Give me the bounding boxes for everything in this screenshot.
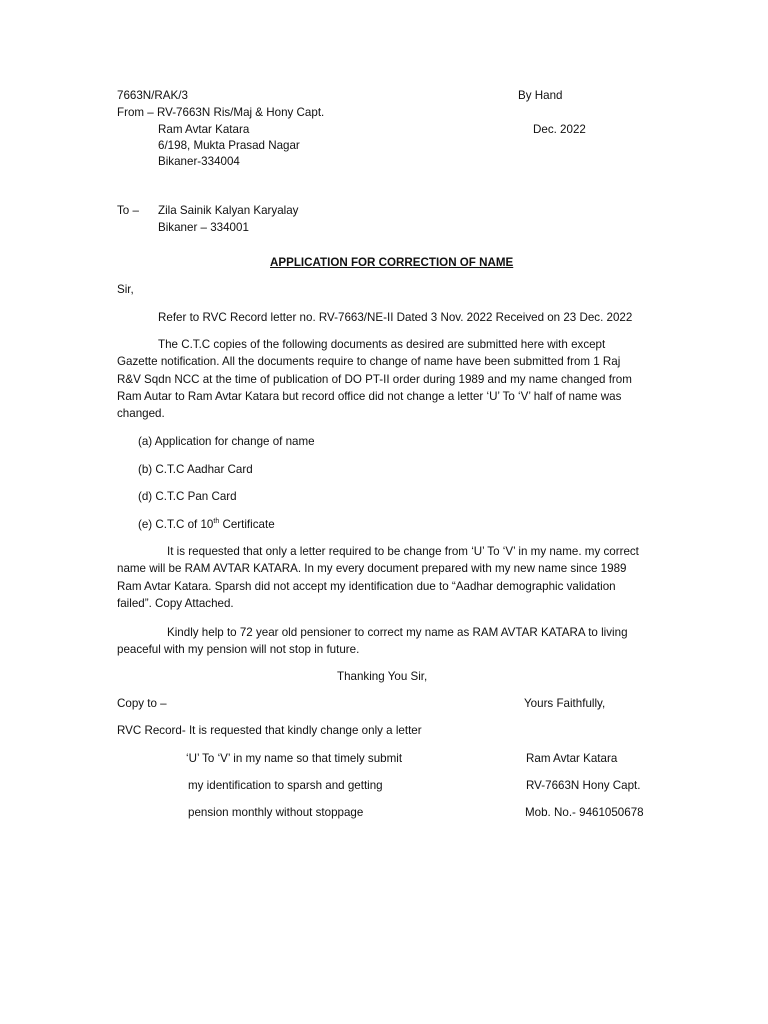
yours-faithfully: Yours Faithfully, <box>524 697 606 710</box>
documents-paragraph: The C.T.C copies of the following documents as desired are submitted here with except Gazette notification. All the documents require to change of name have been submitted from 1 Raj R&V Sqdn NCC at the time of publication of DO PT-II order during 1989 and my name changed from Ram Autar to Ram Avtar Katara but record office did not change a letter ‘U’ To ‘V’ half of name was changed. <box>117 338 632 421</box>
reference-paragraph: Refer to RVC Record letter no. RV-7663/NE-II Dated 3 Nov. 2022 Received on 23 Dec. 2022 <box>158 311 633 324</box>
recipient-office: Zila Sainik Kalyan Karyalay <box>158 204 299 217</box>
recipient-city: Bikaner – 334001 <box>158 221 249 234</box>
reference-number: 7663N/RAK/3 <box>117 89 188 102</box>
sender-address-line1: 6/198, Mukta Prasad Nagar <box>158 139 300 152</box>
signer-name: Ram Avtar Katara <box>526 752 618 765</box>
subject-heading: APPLICATION FOR CORRECTION OF NAME <box>270 256 514 269</box>
rvc-record-line4: pension monthly without stoppage <box>188 806 364 819</box>
signer-rank: RV-7663N Hony Capt. <box>526 779 641 792</box>
copy-to-label: Copy to – <box>117 697 167 710</box>
help-paragraph: Kindly help to 72 year old pensioner to correct my name as RAM AVTAR KATARA to living peaceful with my pension will not stop in future. <box>117 626 628 657</box>
list-item-b: (b) C.T.C Aadhar Card <box>138 463 253 476</box>
list-item-e <box>138 516 275 533</box>
letter-date: Dec. 2022 <box>533 123 586 136</box>
to-label: To – <box>117 204 139 217</box>
list-item-e-suffix: Certificate <box>219 518 275 531</box>
signer-mobile: Mob. No.- 9461050678 <box>525 806 644 819</box>
delivery-mode: By Hand <box>518 89 563 102</box>
list-item-e-superscript: th <box>213 518 220 526</box>
rvc-record-line1: RVC Record- It is requested that kindly change only a letter <box>117 724 422 737</box>
sender-address-line2: Bikaner-334004 <box>158 155 240 168</box>
list-item-d: (d) C.T.C Pan Card <box>138 490 237 503</box>
list-item-a: (a) Application for change of name <box>138 435 315 448</box>
list-item-e-prefix: (e) C.T.C of 10 <box>138 518 214 531</box>
thanks-line: Thanking You Sir, <box>337 670 428 683</box>
sender-name: Ram Avtar Katara <box>158 123 250 136</box>
salutation: Sir, <box>117 283 134 296</box>
rvc-record-line3: my identification to sparsh and getting <box>188 779 383 792</box>
rvc-record-line2: ‘U’ To ‘V’ in my name so that timely submit <box>186 752 403 765</box>
from-line: From – RV-7663N Ris/Maj & Hony Capt. <box>117 106 325 119</box>
request-paragraph: It is requested that only a letter required to be change from ‘U’ To ‘V’ in my name. my correct name will be RAM AVTAR KATARA. In my every document prepared with my new name since 1989 Ram Avtar Katara. Sparsh did not accept my identification due to “Aadhar demographic validation failed”. Copy Attached. <box>117 545 639 610</box>
